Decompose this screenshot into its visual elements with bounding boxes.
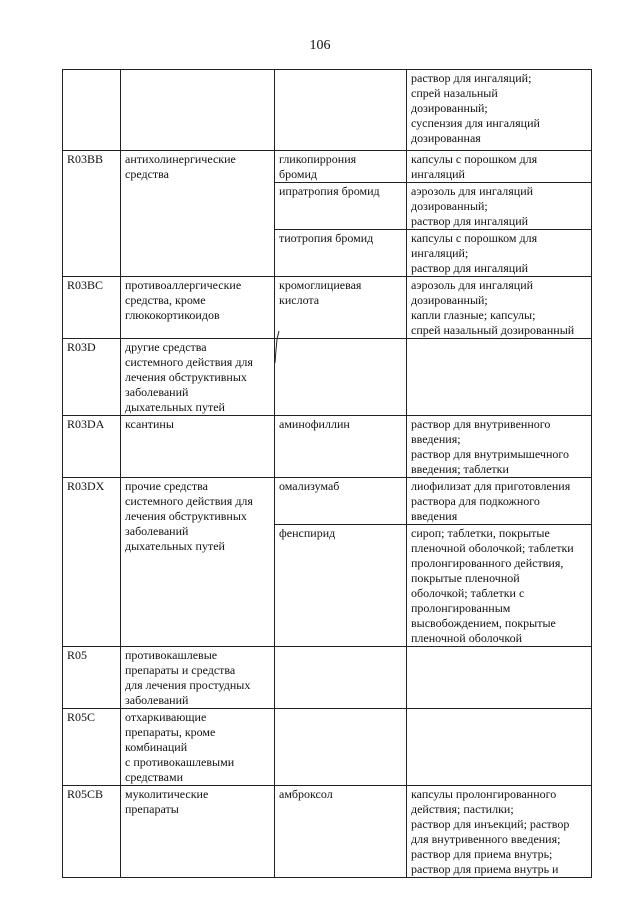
drug-group-cell bbox=[121, 647, 275, 709]
text-line: раствор для ингаляций bbox=[411, 214, 529, 228]
atc-code: R03BC bbox=[67, 278, 104, 292]
drug-group-cell bbox=[121, 478, 275, 647]
text-line: раствора для подкожного bbox=[411, 494, 540, 508]
text-line: ксантины bbox=[125, 417, 174, 431]
atc-code: R03DA bbox=[67, 417, 105, 431]
atc-code: R03D bbox=[67, 340, 96, 354]
text-line: спрей назальный дозированный bbox=[411, 323, 575, 337]
text-line: раствор для ингаляций; bbox=[411, 71, 532, 85]
text-line: отхаркивающие bbox=[125, 710, 207, 724]
text-line: введения; таблетки bbox=[411, 462, 509, 476]
atc-code-cell bbox=[63, 709, 121, 786]
text-line: покрытые пленочной bbox=[411, 571, 520, 585]
text-line: пролонгированного действия, bbox=[411, 556, 564, 570]
table-row bbox=[63, 70, 592, 151]
text-line: раствор для ингаляций bbox=[411, 261, 529, 275]
drug-group-cell bbox=[121, 151, 275, 277]
dosage-form-cell bbox=[407, 183, 592, 230]
text-line: для внутривенного введения; bbox=[411, 832, 561, 846]
text-line: лечения обструктивных bbox=[125, 509, 247, 523]
text-line: другие средства bbox=[125, 340, 207, 354]
text-line: средства bbox=[125, 167, 170, 181]
text-line: амброксол bbox=[279, 787, 333, 801]
dosage-form-cell bbox=[407, 70, 592, 151]
atc-code: R05CB bbox=[67, 787, 104, 801]
text-line: кислота bbox=[279, 293, 320, 307]
handwritten-pen-mark bbox=[273, 330, 281, 364]
atc-code-cell bbox=[63, 70, 121, 151]
text-line: прочие средства bbox=[125, 479, 208, 493]
table-row bbox=[63, 277, 592, 339]
text-line: пролонгированным bbox=[411, 601, 511, 615]
drug-classification-table bbox=[62, 69, 592, 878]
text-line: введения; bbox=[411, 432, 461, 446]
text-line: капсулы с порошком для bbox=[411, 231, 538, 245]
substance-cell bbox=[275, 416, 407, 478]
text-line: капсулы пролонгированного bbox=[411, 787, 557, 801]
atc-code-cell bbox=[63, 416, 121, 478]
text-line: с противокашлевыми bbox=[125, 755, 235, 769]
dosage-form-cell bbox=[407, 230, 592, 277]
substance-cell bbox=[275, 70, 407, 151]
substance-cell bbox=[275, 183, 407, 230]
substance-cell bbox=[275, 277, 407, 339]
text-line: аминофиллин bbox=[279, 417, 350, 431]
atc-code-cell bbox=[63, 277, 121, 339]
text-line: кромоглициевая bbox=[279, 278, 362, 292]
text-line: дозированная bbox=[411, 131, 481, 145]
text-line: суспензия для ингаляций bbox=[411, 116, 540, 130]
text-line: сироп; таблетки, покрытые bbox=[411, 526, 550, 540]
dosage-form-cell bbox=[407, 647, 592, 709]
text-line: средствами bbox=[125, 770, 184, 784]
substance-cell bbox=[275, 230, 407, 277]
text-line: омализумаб bbox=[279, 479, 340, 493]
drug-group-cell bbox=[121, 709, 275, 786]
substance-cell bbox=[275, 525, 407, 647]
text-line: введения bbox=[411, 509, 458, 523]
text-line: оболочкой; таблетки с bbox=[411, 586, 525, 600]
text-line: капли глазные; капсулы; bbox=[411, 308, 536, 322]
dosage-form-cell bbox=[407, 339, 592, 416]
text-line: для лечения простудных bbox=[125, 678, 251, 692]
text-line: дозированный; bbox=[411, 293, 488, 307]
substance-cell bbox=[275, 339, 407, 416]
dosage-form-cell bbox=[407, 525, 592, 647]
text-line: муколитические bbox=[125, 787, 209, 801]
text-line: аэрозоль для ингаляций bbox=[411, 184, 534, 198]
atc-code: R03BB bbox=[67, 152, 104, 166]
text-line: пленочной оболочкой; таблетки bbox=[411, 541, 574, 555]
text-line: спрей назальный bbox=[411, 86, 498, 100]
text-line: дыхательных путей bbox=[125, 539, 225, 553]
substance-cell bbox=[275, 647, 407, 709]
text-line: комбинаций bbox=[125, 740, 188, 754]
text-line: лиофилизат для приготовления bbox=[411, 479, 571, 493]
table-row bbox=[63, 786, 592, 878]
text-line: антихолинергические bbox=[125, 152, 236, 166]
text-line: дозированный; bbox=[411, 199, 488, 213]
text-line: заболеваний bbox=[125, 385, 189, 399]
substance-cell bbox=[275, 786, 407, 878]
text-line: бромид bbox=[279, 167, 317, 181]
text-line: раствор для инъекций; раствор bbox=[411, 817, 570, 831]
text-line: заболеваний bbox=[125, 524, 189, 538]
dosage-form-cell bbox=[407, 709, 592, 786]
table-row bbox=[63, 339, 592, 416]
table-row bbox=[63, 478, 592, 525]
text-line: дыхательных путей bbox=[125, 400, 225, 414]
text-line: препараты и средства bbox=[125, 663, 236, 677]
drug-group-cell bbox=[121, 339, 275, 416]
dosage-form-cell bbox=[407, 151, 592, 183]
drug-group-cell bbox=[121, 70, 275, 151]
drug-group-cell bbox=[121, 277, 275, 339]
text-line: раствор для внутримышечного bbox=[411, 447, 569, 461]
text-line: противокашлевые bbox=[125, 648, 218, 662]
text-line: лечения обструктивных bbox=[125, 370, 247, 384]
text-line: тиотропия бромид bbox=[279, 231, 374, 245]
text-line: системного действия для bbox=[125, 355, 253, 369]
text-line: ипратропия бромид bbox=[279, 184, 380, 198]
text-line: системного действия для bbox=[125, 494, 253, 508]
text-line: препараты, кроме bbox=[125, 725, 216, 739]
atc-code-cell bbox=[63, 786, 121, 878]
text-line: противоаллергические bbox=[125, 278, 242, 292]
substance-cell bbox=[275, 478, 407, 525]
text-line: капсулы с порошком для bbox=[411, 152, 538, 166]
substance-cell bbox=[275, 709, 407, 786]
text-line: раствор для приема внутрь и bbox=[411, 862, 559, 876]
text-line: препараты bbox=[125, 802, 179, 816]
table-row bbox=[63, 709, 592, 786]
text-line: глюкокортикоидов bbox=[125, 308, 220, 322]
substance-cell bbox=[275, 151, 407, 183]
text-line: раствор для внутривенного bbox=[411, 417, 551, 431]
text-line: действия; пастилки; bbox=[411, 802, 514, 816]
atc-code: R03DX bbox=[67, 479, 105, 493]
atc-code: R05C bbox=[67, 710, 96, 724]
text-line: высвобождением, покрытые bbox=[411, 616, 556, 630]
dosage-form-cell bbox=[407, 786, 592, 878]
table-row bbox=[63, 151, 592, 183]
text-line: гликопиррония bbox=[279, 152, 357, 166]
atc-code: R05 bbox=[67, 648, 88, 662]
table-row bbox=[63, 647, 592, 709]
atc-code-cell bbox=[63, 151, 121, 277]
text-line: аэрозоль для ингаляций bbox=[411, 278, 534, 292]
drug-group-cell bbox=[121, 786, 275, 878]
page-number: 106 bbox=[309, 38, 331, 53]
text-line: средства, кроме bbox=[125, 293, 206, 307]
table-row bbox=[63, 416, 592, 478]
text-line: ингаляций bbox=[411, 167, 465, 181]
dosage-form-cell bbox=[407, 478, 592, 525]
drug-group-cell bbox=[121, 416, 275, 478]
text-line: пленочной оболочкой bbox=[411, 631, 523, 645]
text-line: заболеваний bbox=[125, 693, 189, 707]
text-line: раствор для приема внутрь; bbox=[411, 847, 553, 861]
atc-code-cell bbox=[63, 339, 121, 416]
text-line: ингаляций; bbox=[411, 246, 469, 260]
atc-code-cell bbox=[63, 478, 121, 647]
dosage-form-cell bbox=[407, 416, 592, 478]
atc-code-cell bbox=[63, 647, 121, 709]
text-line: фенспирид bbox=[279, 526, 336, 540]
dosage-form-cell bbox=[407, 277, 592, 339]
text-line: дозированный; bbox=[411, 101, 488, 115]
